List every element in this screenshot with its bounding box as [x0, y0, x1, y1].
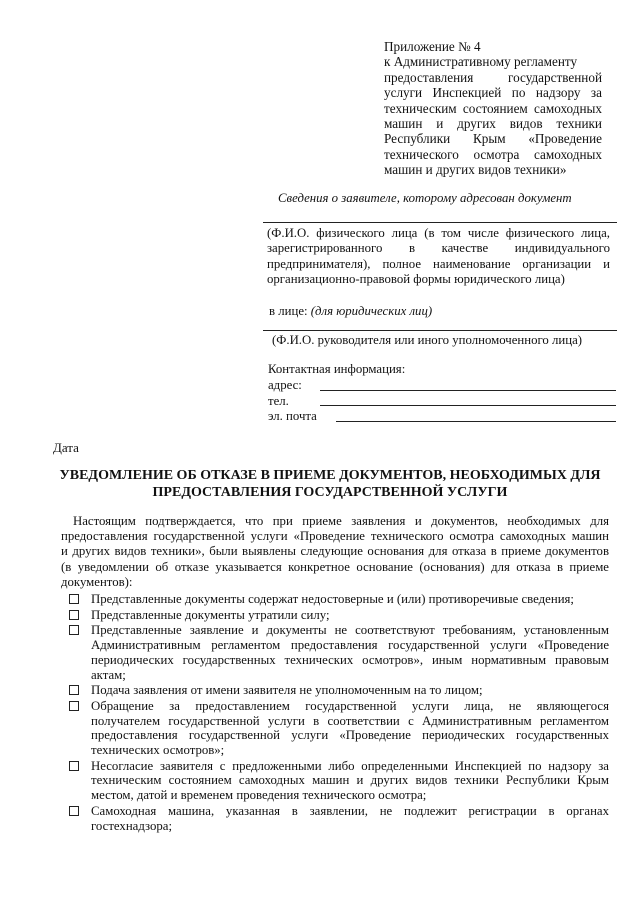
- reason-line: технических осмотров»;: [91, 743, 225, 758]
- appendix-line: услуги Инспекцией по надзору за: [384, 85, 602, 101]
- in-person-text: в лице:: [269, 304, 308, 318]
- appendix-line: предоставления государственной: [384, 69, 602, 85]
- checkbox[interactable]: [69, 610, 79, 620]
- appendix-line: машин и других видов техники: [384, 116, 602, 132]
- date-label: Дата: [53, 440, 79, 455]
- intro-line: предоставления государственной услуги «Проведение технического осмотра самоходных машин: [61, 529, 609, 544]
- document-title-line: ПРЕДОСТАВЛЕНИЯ ГОСУДАРСТВЕННОЙ УСЛУГИ: [152, 484, 508, 500]
- reason-line: Представленные документы содержат недостоверные и (или) противоречивые сведения;: [91, 592, 574, 606]
- email-label: эл. почта: [268, 409, 317, 424]
- address-field-line[interactable]: [320, 390, 616, 391]
- reason-line: техническим состоянием самоходных машин и других видов техники Республики Крым: [91, 773, 609, 788]
- reason-line: Административным регламентом предоставления государственной услуги «Проведение: [91, 638, 609, 653]
- intro-line: (в уведомлении об отказе указывается конкретное основание (основания) для отказа в приеме: [61, 559, 609, 574]
- reason-line: Представленные документы утратили силу;: [91, 607, 330, 622]
- reason-line: Самоходная машина, указанная в заявлении, не подлежит регистрации в органах: [91, 803, 609, 818]
- appendix-line: технического осмотра самоходных: [384, 146, 602, 162]
- checkbox[interactable]: [69, 806, 79, 816]
- in-person-hint: (для юридических лиц): [310, 304, 433, 318]
- appendix-line: машин и других видов техники»: [384, 162, 567, 178]
- reason-item: [61, 699, 609, 758]
- reason-item: [61, 804, 609, 833]
- reason-item: [61, 608, 609, 623]
- reason-item: [61, 623, 609, 682]
- recipient-caption: Сведения о заявителе, которому адресован документ: [278, 191, 572, 205]
- applicant-note-line: зарегистрированного в качестве индивидуального: [267, 241, 610, 256]
- appendix-line: к Административному регламенту: [384, 54, 578, 70]
- intro-paragraph: [61, 514, 609, 590]
- reason-line: актам;: [91, 667, 126, 682]
- checkbox[interactable]: [69, 701, 79, 711]
- contact-info: [268, 362, 405, 425]
- intro-line: Настоящим подтверждается, что при приеме заявления и документов, необходимых для: [73, 514, 609, 528]
- appendix-line: техническим состоянием самоходных: [384, 100, 602, 116]
- reason-line: предоставления государственной услуги «Проведение периодических государственных: [91, 728, 609, 743]
- reason-line: Несогласие заявителя с предложенными либо определенными Инспекцией по надзору за: [91, 758, 609, 773]
- reason-line: получателем государственной услуги в соответствии с Административным регламентом: [91, 713, 609, 728]
- document-title-line: УВЕДОМЛЕНИЕ ОБ ОТКАЗЕ В ПРИЕМЕ ДОКУМЕНТОВ, НЕОБХОДИМЫХ ДЛЯ: [59, 468, 601, 483]
- applicant-name-line[interactable]: [263, 222, 617, 223]
- head-name-line[interactable]: [263, 330, 617, 331]
- intro-line: документов):: [61, 574, 133, 589]
- applicant-note-line: предпринимателя), полное наименование организации и: [267, 256, 610, 271]
- checkbox[interactable]: [69, 625, 79, 635]
- applicant-note-line: организационно-правовой формы юридического лица): [267, 271, 565, 286]
- reason-item: [61, 592, 609, 607]
- checkbox[interactable]: [69, 685, 79, 695]
- reason-item: [61, 759, 609, 803]
- reason-line: гостехнадзора;: [91, 818, 173, 833]
- refusal-reasons-list: [61, 592, 609, 834]
- appendix-header: [384, 39, 602, 178]
- head-note: (Ф.И.О. руководителя или иного уполномоченного лица): [272, 333, 583, 347]
- intro-line: и других видов техники», были выявлены следующие основания для отказа в приеме документов: [61, 544, 609, 559]
- checkbox[interactable]: [69, 761, 79, 771]
- document-title: [40, 468, 620, 501]
- applicant-note: [267, 226, 610, 287]
- checkbox[interactable]: [69, 594, 79, 604]
- reason-line: Подача заявления от имени заявителя не уполномоченным на то лицом;: [91, 683, 483, 698]
- appendix-line: Республики Крым «Проведение: [384, 131, 602, 147]
- email-field-line[interactable]: [336, 421, 616, 422]
- reason-line: Представленные заявление и документы не соответствуют требованиям, установленным: [91, 623, 609, 638]
- contact-title: Контактная информация:: [268, 362, 406, 376]
- address-label: адрес:: [268, 377, 302, 392]
- appendix-line: Приложение № 4: [384, 39, 481, 54]
- applicant-note-line: (Ф.И.О. физического лица (в том числе физического лица,: [267, 226, 610, 240]
- reason-line: периодических государственных технических осмотров», иным нормативным правовым: [91, 652, 609, 667]
- phone-field-line[interactable]: [320, 405, 616, 406]
- phone-label: тел.: [268, 393, 289, 408]
- reason-line: Обращение за предоставлением государственной услуги лица, не являющегося: [91, 698, 609, 713]
- reason-item: [61, 683, 609, 698]
- reason-line: местом, датой и временем проведения технического осмотра;: [91, 788, 427, 803]
- in-person-label: [269, 304, 432, 319]
